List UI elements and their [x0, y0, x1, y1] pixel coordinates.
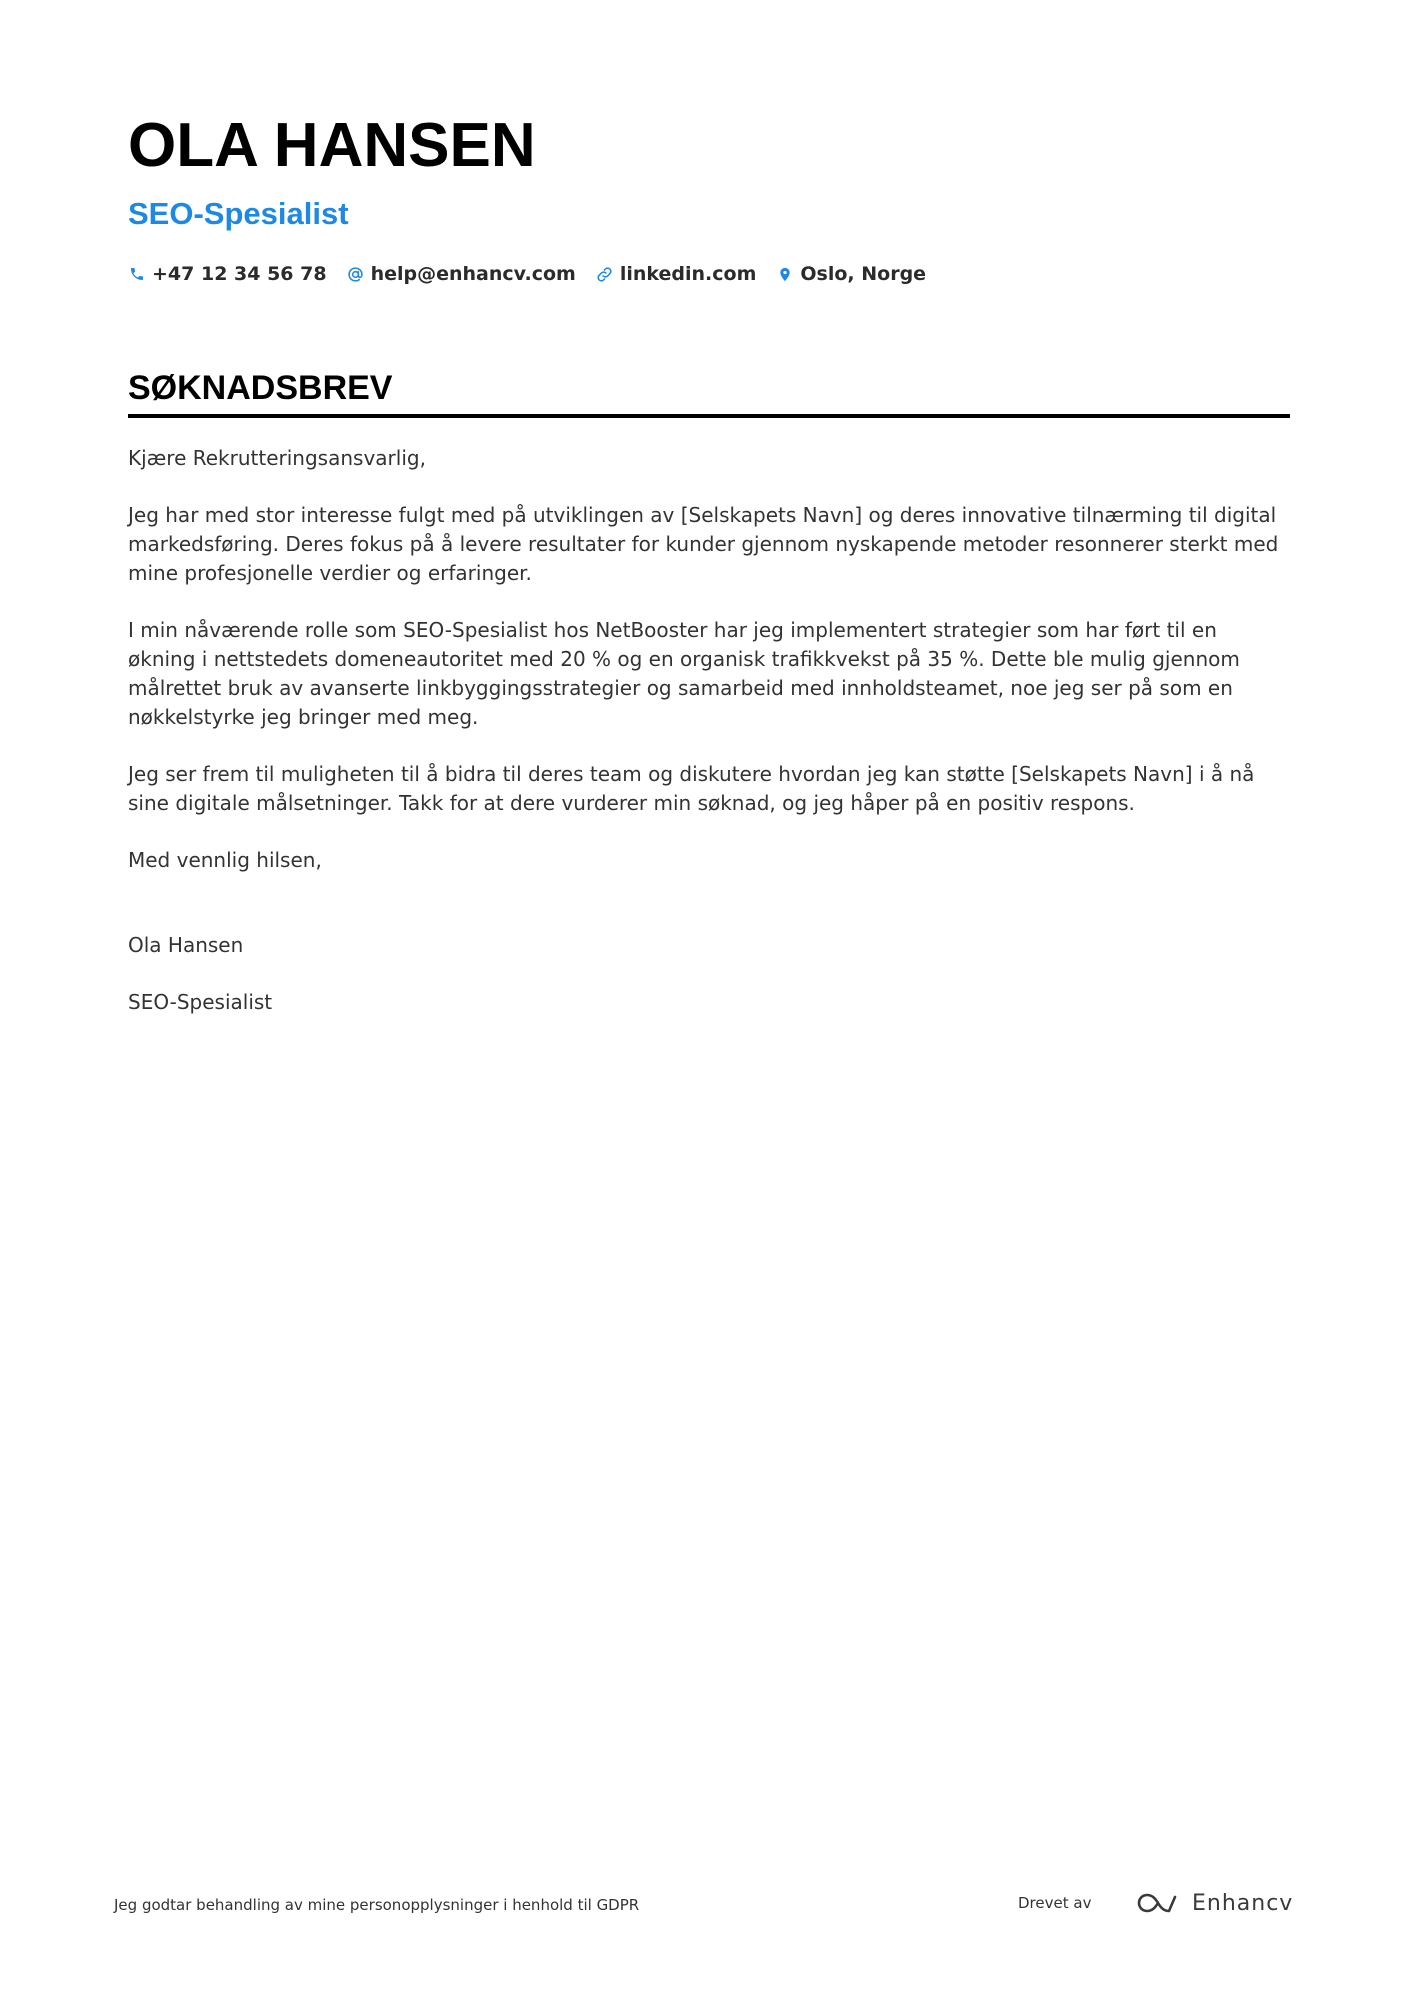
contact-email[interactable]	[347, 263, 576, 285]
letter-greeting: Kjære Rekrutteringsansvarlig,	[128, 446, 426, 470]
powered-by-text: Drevet av	[1018, 1894, 1092, 1912]
contact-phone	[128, 263, 327, 285]
gdpr-consent-text: Jeg godtar behandling av mine personopplysninger i henhold til GDPR	[114, 1896, 640, 1914]
section-title: SØKNADSBREV	[128, 366, 1290, 418]
footer	[114, 1890, 1294, 1920]
signature-name: Ola Hansen	[128, 933, 244, 957]
contact-list	[128, 260, 1288, 288]
brand-logo[interactable]	[1136, 1888, 1293, 1918]
job-title: SEO-Spesialist	[128, 196, 349, 231]
contact-location	[776, 263, 926, 285]
letter-signoff: Med vennlig hilsen,	[128, 848, 322, 872]
link-icon	[596, 265, 614, 283]
signature-title: SEO-Spesialist	[128, 990, 273, 1014]
contact-email-text: help@enhancv.com	[370, 263, 576, 285]
header	[128, 108, 1288, 288]
applicant-name: OLA HANSEN	[128, 111, 536, 180]
contact-location-text: Oslo, Norge	[800, 263, 927, 285]
location-pin-icon	[776, 265, 794, 283]
contact-phone-text: +47 12 34 56 78	[152, 263, 327, 285]
enhancv-logo-icon	[1136, 1890, 1182, 1916]
letter-paragraph: Jeg har med stor interesse fulgt med på utviklingen av [Selskapets Navn] og deres innovative tilnærming til digital markedsføring. Deres fokus på å levere resultater for kunder gjennom nyskapende metoder resonnerer sterkt med mine profesjonelle verdier og erfaringer.	[128, 503, 1279, 585]
phone-icon	[128, 265, 146, 283]
at-icon	[347, 265, 365, 283]
letter-paragraph: Jeg ser frem til muligheten til å bidra til deres team og diskutere hvordan jeg kan støtte [Selskapets Navn] i å nå sine digitale målsetninger. Takk for at dere vurderer min søknad, og jeg håper på en positiv respons.	[128, 762, 1255, 815]
contact-linkedin-text: linkedin.com	[619, 263, 757, 285]
letter-body	[128, 444, 1290, 1017]
brand-name: Enhancv	[1192, 1890, 1294, 1916]
contact-linkedin[interactable]	[596, 263, 757, 285]
cover-letter-section	[128, 366, 1290, 1045]
letter-paragraph: I min nåværende rolle som SEO-Spesialist hos NetBooster har jeg implementert strategier som har ført til en økning i nettstedets domeneautoritet med 20 % og en organisk trafikkvekst på 35 %. Dette ble mulig gjennom målrettet bruk av avanserte linkbyggingsstrategier og samarbeid med innholdsteamet, noe jeg ser på som en nøkkelstyrke jeg bringer med meg.	[128, 618, 1240, 729]
